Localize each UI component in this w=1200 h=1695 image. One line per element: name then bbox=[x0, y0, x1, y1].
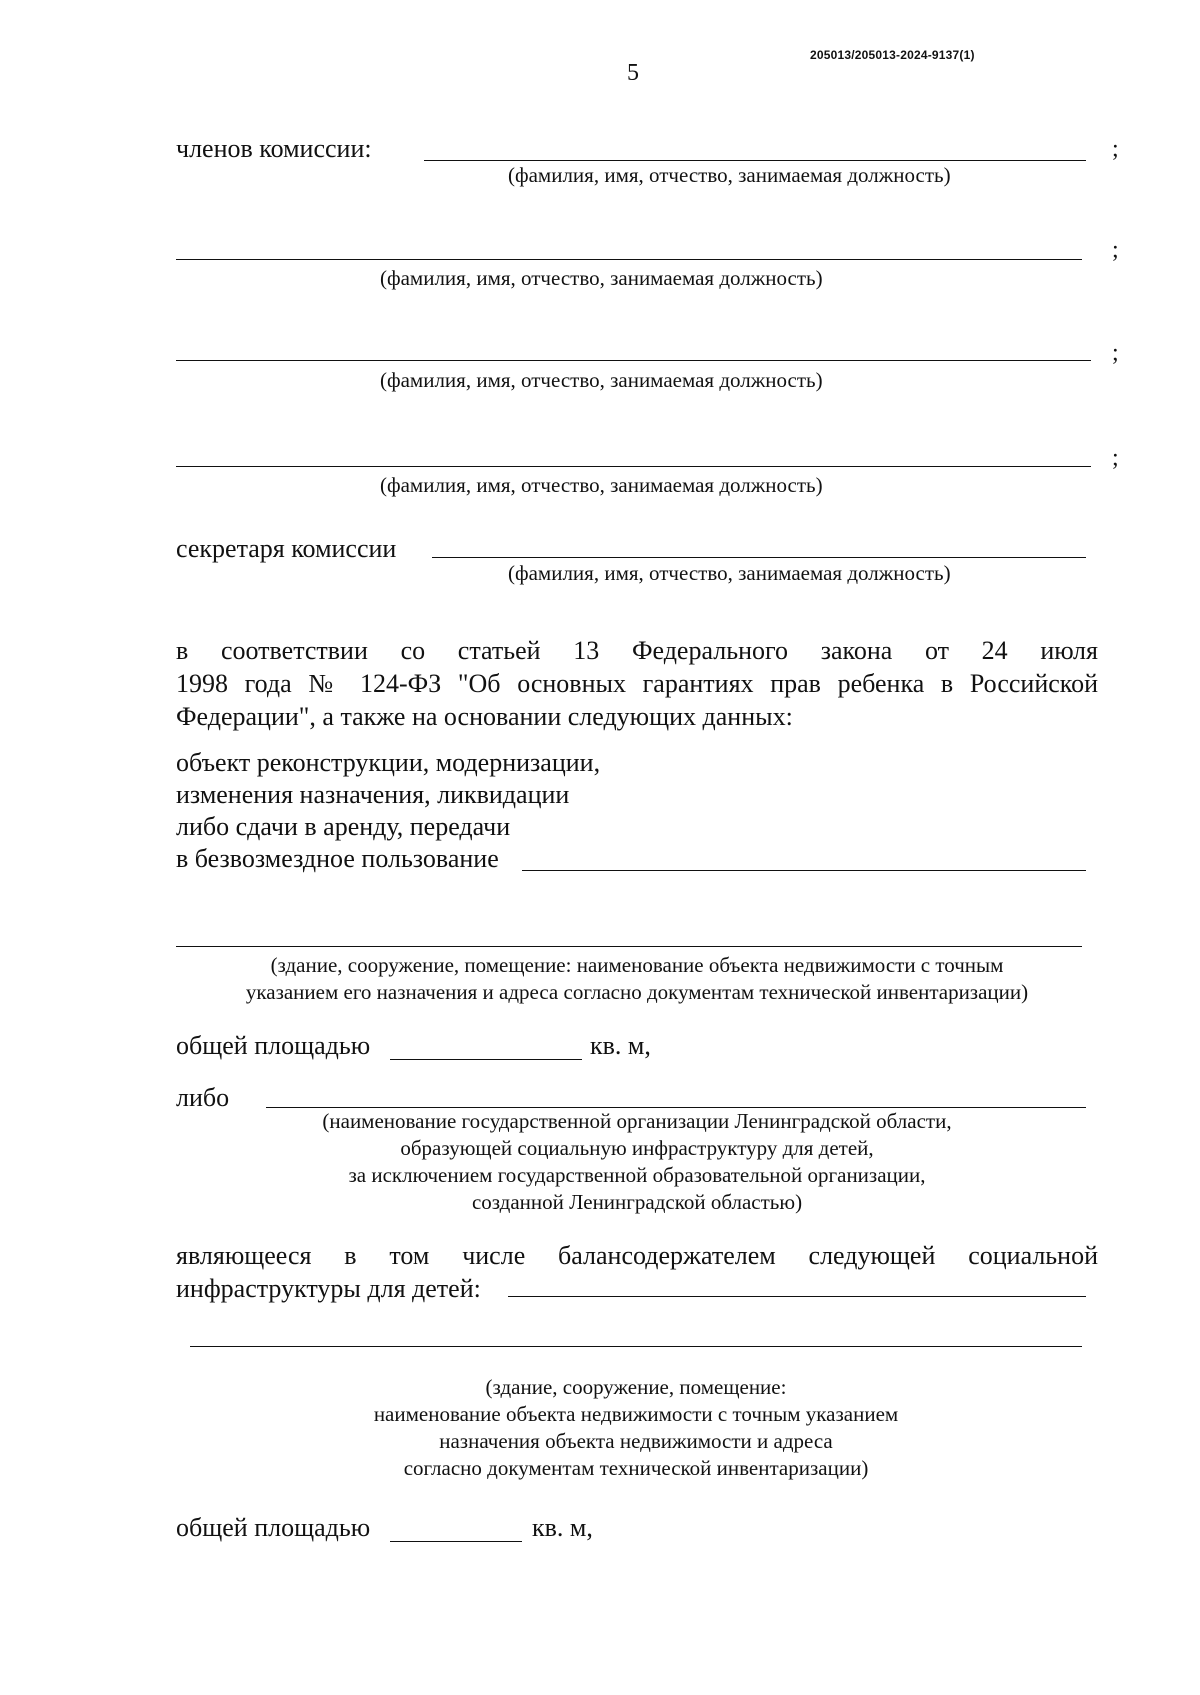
object-description bbox=[176, 747, 600, 875]
members-label: членов комиссии: bbox=[176, 134, 372, 163]
either-caption-line: за исключением государственной образовательной организации, bbox=[348, 1163, 926, 1187]
member-3-fill-line[interactable] bbox=[176, 360, 1091, 361]
object-line: в безвозмездное пользование bbox=[176, 844, 499, 873]
basis-line: 1998 года № 124-ФЗ "Об основных гарантиях прав ребенка в Российской bbox=[176, 669, 1098, 698]
balance-area-label: общей площадью bbox=[176, 1513, 371, 1542]
object-area-unit: кв. м, bbox=[590, 1031, 651, 1060]
balance-caption bbox=[190, 1374, 1082, 1482]
member-2-caption: (фамилия, имя, отчество, занимаемая должность) bbox=[380, 266, 823, 290]
member-3-semicolon: ; bbox=[1112, 340, 1119, 366]
balance-area-field[interactable] bbox=[390, 1541, 522, 1542]
document-id: 205013/205013-2024-9137(1) bbox=[810, 48, 975, 62]
balance-fill-line-2[interactable] bbox=[190, 1346, 1082, 1347]
basis-line: Федерации", а также на основании следующих данных: bbox=[176, 702, 793, 731]
object-fill-line-2[interactable] bbox=[176, 946, 1082, 947]
object-area-field[interactable] bbox=[390, 1059, 582, 1060]
either-caption-line: (наименование государственной организации Ленинградской области, bbox=[322, 1109, 952, 1133]
either-label: либо bbox=[176, 1083, 230, 1112]
balance-area-unit: кв. м, bbox=[532, 1513, 593, 1542]
member-1-semicolon: ; bbox=[1112, 136, 1119, 162]
balance-fill-line[interactable] bbox=[508, 1296, 1086, 1297]
object-caption bbox=[176, 952, 1098, 1006]
member-2-fill-line[interactable] bbox=[176, 259, 1082, 260]
member-4-caption: (фамилия, имя, отчество, занимаемая должность) bbox=[380, 473, 823, 497]
balance-caption-line: (здание, сооружение, помещение: bbox=[485, 1375, 787, 1399]
object-caption-line: (здание, сооружение, помещение: наименование объекта недвижимости с точным bbox=[270, 953, 1004, 977]
secretary-caption: (фамилия, имя, отчество, занимаемая должность) bbox=[508, 561, 951, 585]
either-caption-line: образующей социальную инфраструктуру для детей, bbox=[400, 1136, 874, 1160]
member-1-caption: (фамилия, имя, отчество, занимаемая должность) bbox=[508, 163, 951, 187]
either-caption-line: созданной Ленинградской областью) bbox=[471, 1190, 803, 1214]
object-line: объект реконструкции, модернизации, bbox=[176, 748, 601, 777]
member-4-semicolon: ; bbox=[1112, 445, 1119, 471]
secretary-label: секретаря комиссии bbox=[176, 534, 397, 563]
object-caption-line: указанием его назначения и адреса согласно документам технической инвентаризации) bbox=[245, 980, 1029, 1004]
balance-line: инфраструктуры для детей: bbox=[176, 1274, 481, 1303]
balance-caption-line: наименование объекта недвижимости с точным указанием bbox=[373, 1402, 899, 1426]
member-1-fill-line[interactable] bbox=[424, 160, 1086, 161]
object-line: либо сдачи в аренду, передачи bbox=[176, 812, 511, 841]
either-caption bbox=[176, 1108, 1098, 1216]
member-4-fill-line[interactable] bbox=[176, 466, 1091, 467]
basis-line: в соответствии со статьей 13 Федерального закона от 24 июля bbox=[176, 636, 1098, 665]
balance-caption-line: согласно документам технической инвентаризации) bbox=[403, 1456, 869, 1480]
balance-caption-line: назначения объекта недвижимости и адреса bbox=[439, 1429, 833, 1453]
secretary-fill-line[interactable] bbox=[432, 557, 1086, 558]
member-3-caption: (фамилия, имя, отчество, занимаемая должность) bbox=[380, 368, 823, 392]
object-fill-line[interactable] bbox=[522, 870, 1086, 871]
object-area-label: общей площадью bbox=[176, 1031, 371, 1060]
page-number: 5 bbox=[627, 60, 639, 86]
basis-paragraph bbox=[176, 634, 1098, 733]
balance-line: являющееся в том числе балансодержателем следующей социальной bbox=[176, 1241, 1098, 1270]
member-2-semicolon: ; bbox=[1112, 237, 1119, 263]
object-line: изменения назначения, ликвидации bbox=[176, 780, 570, 809]
